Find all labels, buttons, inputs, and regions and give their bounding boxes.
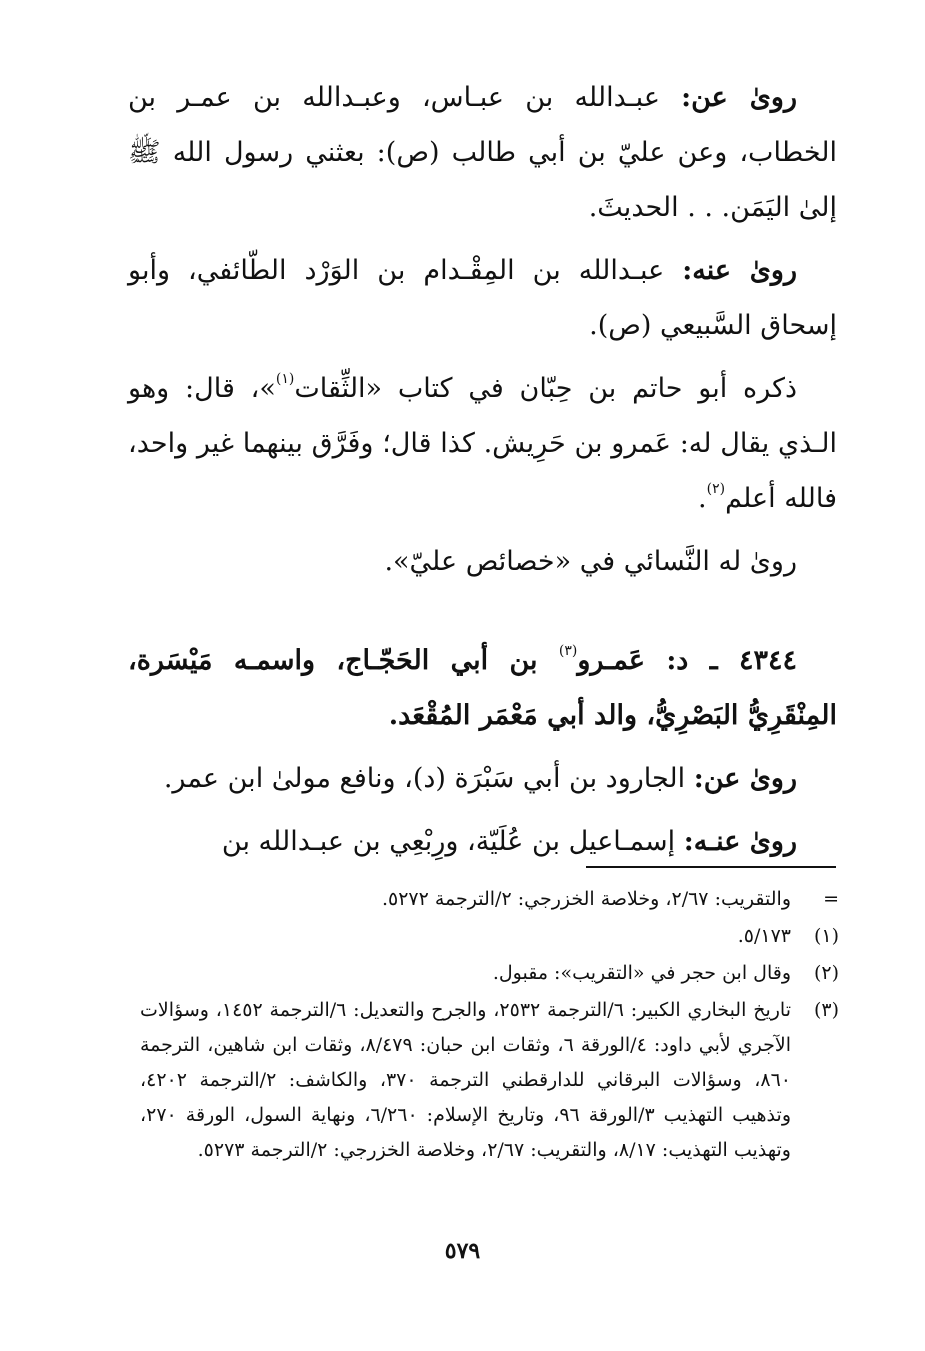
footnote-continuation bbox=[140, 882, 839, 917]
footnote-2 bbox=[140, 956, 839, 991]
footnote-3 bbox=[140, 993, 839, 1168]
paragraph-text: إسمـاعيل بن عُلَيّة، ورِبْعِي بن عبـدالله بن bbox=[221, 826, 684, 857]
footnote-number: (١) bbox=[813, 925, 839, 947]
entry-heading-rest: بن أبي الحَجّـاج، واسمـه مَيْسَرة، المِنْقَرِيُّ البَصْرِيُّ، والد أبي مَعْمَر المُقْعَد. bbox=[128, 645, 837, 731]
paragraph-text: روىٰ له النَّسائي في «خصائص عليّ». bbox=[384, 546, 797, 577]
footnotes bbox=[140, 882, 839, 1170]
paragraph-narrated-from-2 bbox=[128, 751, 837, 806]
paragraph-text: عبـدالله بن عبـاس، وعبـدالله بن عمـر بن الخطاب، وعن عليّ بن أبي طالب (ص): بعثني رسول الله ﷺ إلىٰ اليَمَن. . . الحديثَ. bbox=[128, 82, 837, 223]
footnote-number: = bbox=[823, 888, 839, 910]
footnote-number: (٢) bbox=[813, 962, 839, 984]
main-text bbox=[128, 70, 837, 877]
entry-heading-4344 bbox=[128, 633, 837, 743]
paragraph-ibn-hibban-mention bbox=[128, 361, 837, 526]
footnote-ref-1[interactable]: (١) bbox=[275, 371, 295, 387]
footnote-divider bbox=[586, 866, 836, 868]
paragraph-narrated-by bbox=[128, 243, 837, 353]
paragraph-narrated-from bbox=[128, 70, 837, 235]
paragraph-text: الجارود بن أبي سَبْرَة (د)، ونافع مولىٰ ابن عمر. bbox=[163, 763, 694, 794]
paragraph-nasai bbox=[128, 534, 837, 589]
footnote-text: ٥/١٧٣. bbox=[737, 925, 791, 947]
paragraph-narrated-by-2 bbox=[128, 814, 837, 869]
keyword-narrated-from: روىٰ عن: bbox=[693, 763, 797, 794]
footnote-1 bbox=[140, 919, 839, 954]
footnote-ref-2[interactable]: (٢) bbox=[706, 481, 726, 497]
page-number: ٥٧٩ bbox=[444, 1238, 481, 1264]
footnote-text: تاريخ البخاري الكبير: ٦/الترجمة ٢٥٣٢، والجرح والتعديل: ٦/الترجمة ١٤٥٢، وسؤالات الآجري لأبي داود: ٤/الورقة ٦، وثقات ابن حبان: ٨/٤٧٩، وثقات ابن شاهين، الترجمة ٨٦٠، وسؤالات البرقاني للدارقطني الترجمة ٣٧٠، والكاشف: ٢/الترجمة ٤٢٠٢، وتذهيب التهذيب ٣/الورقة ٩٦، وتاريخ الإسلام: ٦/٢٦٠، ونهاية السول، الورقة ٢٧٠، وتهذيب التهذيب: ٨/١٧، والتقريب: ٢/٦٧، وخلاصة الخزرجي: ٢/الترجمة ٥٢٧٣. bbox=[140, 999, 791, 1161]
footnote-number: (٣) bbox=[813, 999, 839, 1021]
footnote-text: والتقريب: ٢/٦٧، وخلاصة الخزرجي: ٢/الترجمة ٥٢٧٢. bbox=[381, 888, 791, 910]
paragraph-text: . bbox=[698, 483, 707, 514]
paragraph-text: عبـدالله بن المِقْـدام بن الوَرْد الطّائفي، وأبو إسحاق السَّبيعي (ص). bbox=[128, 255, 837, 341]
footnote-ref-3[interactable]: (٣) bbox=[558, 643, 578, 659]
entry-heading-title: ٤٣٤٤ ـ د: عَمـرو bbox=[577, 645, 797, 676]
footnote-text: وقال ابن حجر في «التقريب»: مقبول. bbox=[492, 962, 791, 984]
keyword-narrated-by: روىٰ عنه: bbox=[682, 255, 797, 286]
paragraph-text: ذكره أبو حاتم بن حِبّان في كتاب «الثِّقات bbox=[294, 373, 797, 404]
keyword-narrated-from: روىٰ عن: bbox=[681, 82, 797, 113]
keyword-narrated-by: روىٰ عنـه: bbox=[683, 826, 797, 857]
paragraph-text: »، قال: وهو الـذي يقال له: عَمرو بن حَرِيش. كذا قال؛ وفَرَّق بينهما غير واحد، فالله أعلم bbox=[128, 373, 837, 514]
